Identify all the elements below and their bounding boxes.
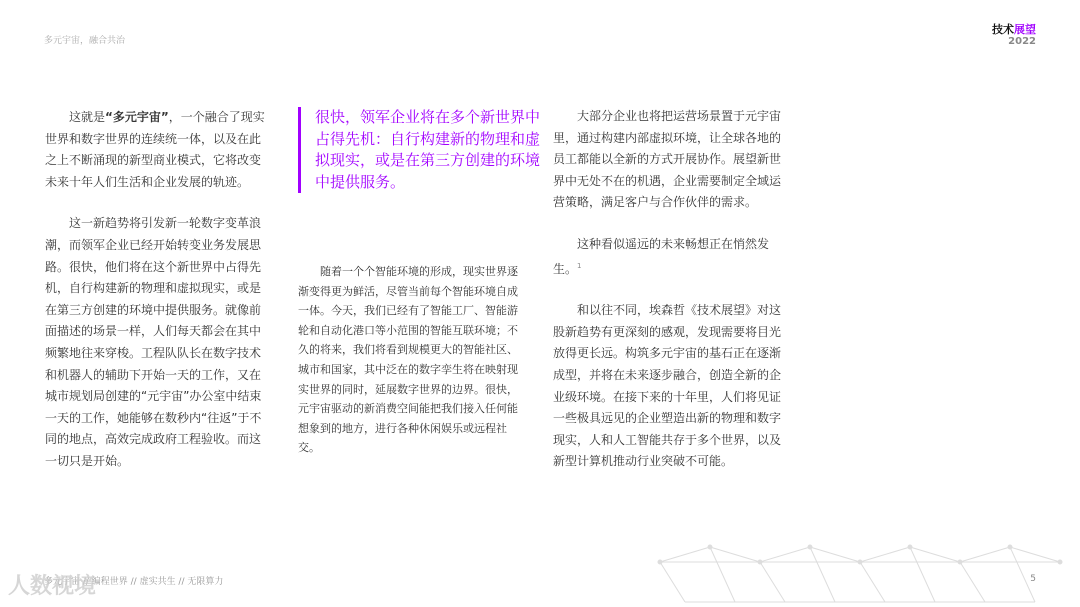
column-3 xyxy=(553,106,781,493)
footer-nav: 多元宇宙 // 编程世界 // 虚实共生 // 无限算力 xyxy=(44,577,224,587)
paragraph: 随着一个个智能环境的形成，现实世界逐渐变得更为鲜活，尽管当前每个智能环境自成一体。今天，我们已经有了智能工厂、智能游轮和自动化港口等小范围的智能互联环境；不久的将来，我们将看到规模更大的智能社区、城市和国家，其中泛在的数字孪生将在映射现实世界的同时，延展数字世界的边界。很快，元宇宙驱动的新消费空间能把我们接入任何能想象到的地方，进行各种休闲娱乐或远程社交。 xyxy=(298,265,518,455)
paragraph: 大部分企业也将把运营场景置于元宇宙里，通过构建内部虚拟环境，让全球各地的员工都能以全新的方式开展协作。展望新世界中无处不在的机遇，企业需要制定全域运营策略，满足客户与合作伙伴的需求。 xyxy=(553,109,782,210)
pull-quote: 很快，领军企业将在多个新世界中占得先机：自行构建新的物理和虚拟现实，或是在第三方创建的环境中提供服务。 xyxy=(298,107,547,193)
footnote-ref: 1 xyxy=(577,261,582,270)
page-number: 5 xyxy=(1030,574,1036,584)
brand-logo xyxy=(992,24,1036,48)
text-run: 这种看似遥远的未来畅想正在悄然发生。 xyxy=(553,236,770,276)
paragraph: 这一新趋势将引发新一轮数字变革浪潮，而领军企业已经开始转变业务发展思路。很快，他们将在这个新世界中占得先机，自行构建新的物理和虚拟现实，或是在第三方创建的环境中提供服务。就像前面描述的场景一样，人们每天都会在其中频繁地往来穿梭。工程队队长在数字技术和机器人的辅助下开始一天的工作，又在城市规划局创建的“元宇宙”办公室中结束一天的工作，她能够在数秒内“往返”于不同的地点，高效完成政府工程验收。而这一切只是开始。 xyxy=(45,216,262,468)
section-title: 多元宇宙，融合共治 xyxy=(44,36,126,46)
text-run: 这就是 xyxy=(69,110,106,124)
brand-year: 2022 xyxy=(1008,36,1036,47)
network-decoration xyxy=(650,542,1080,607)
paragraph xyxy=(45,107,270,193)
paragraph xyxy=(553,234,781,280)
text-run: ，一个融合了现实世界和数字世界的连续统一体，以及在此之上不断涌现的新型商业模式，它将改变未来十年人们生活和企业发展的轨迹。 xyxy=(45,110,265,189)
column-1 xyxy=(45,107,270,493)
highlight-term: “多元宇宙” xyxy=(105,110,169,124)
paragraph: 和以往不同，埃森哲《技术展望》对这股新趋势有更深刻的感观，发现需要将目光放得更长远。构筑多元宇宙的基石正在逐渐成型，并将在未来逐步融合，创造全新的企业级环境。在接下来的十年里，人们将见证一些极具远见的企业塑造出新的物理和数字现实，人和人工智能共存于多个世界，以及新型计算机推动行业突破不可能。 xyxy=(553,303,782,469)
brand-accent-text: 展望 xyxy=(1014,23,1036,36)
brand-main-text: 技术 xyxy=(992,23,1014,36)
column-2 xyxy=(298,262,526,478)
watermark-logo: 人数视境 xyxy=(8,574,97,599)
